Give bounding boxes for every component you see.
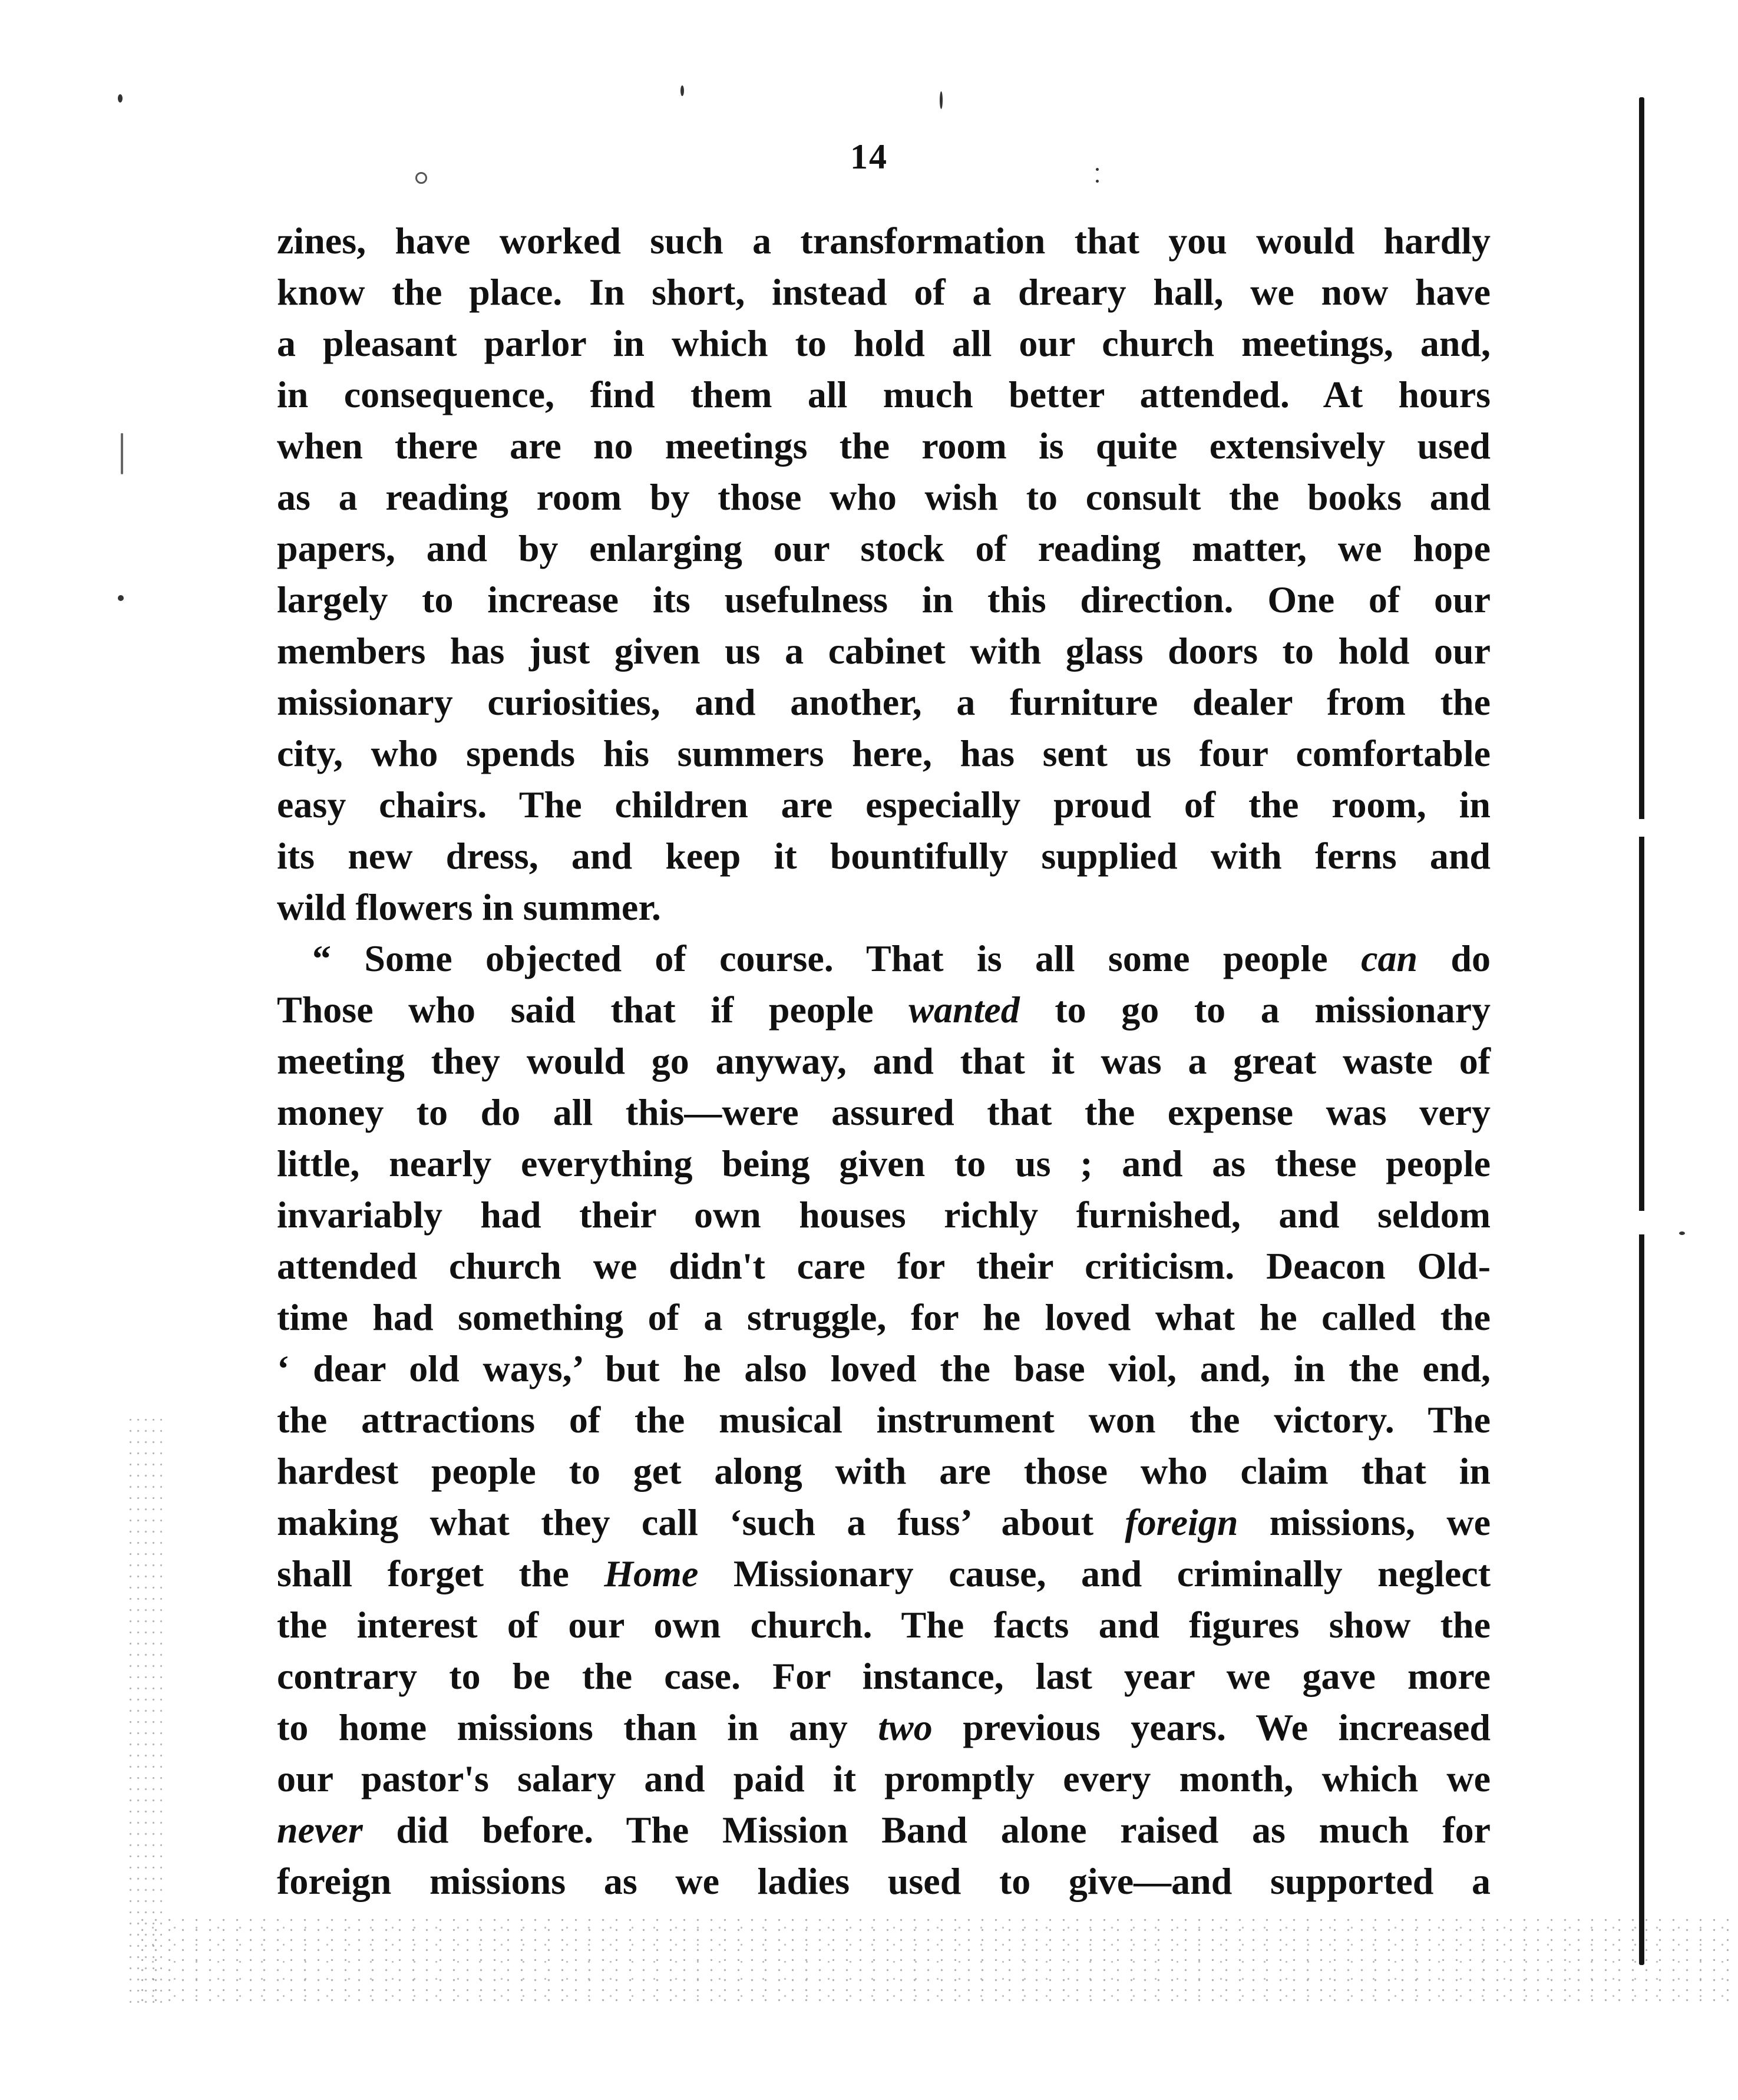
text-line: easy chairs. The children are especially proud of the room, in: [277, 784, 1491, 826]
page-number: 14: [850, 137, 888, 176]
text-line: contrary to be the case. For instance, last year we gave more: [277, 1655, 1491, 1697]
text-run: missions, we: [1238, 1501, 1491, 1543]
text-line: time had something of a struggle, for he loved what he called the: [277, 1296, 1491, 1338]
text-line: zines, have worked such a transformation that you would hardly: [277, 220, 1491, 262]
text-line: [277, 984, 1491, 1035]
text-run: did before. The Mission Band alone raised as much for: [362, 1809, 1491, 1851]
text-line: members has just given us a cabinet with glass doors to hold our: [277, 630, 1491, 672]
scan-speck: [1096, 180, 1099, 183]
text-line: largely to increase its usefulness in this direction. One of our: [277, 579, 1491, 620]
text-line: missionary curiosities, and another, a furniture dealer from the: [277, 681, 1491, 723]
text-run: Missionary cause, and criminally neglect: [698, 1553, 1491, 1594]
italic-word: Home: [604, 1553, 699, 1594]
text-line: the interest of our own church. The facts and figures show the: [277, 1604, 1491, 1646]
text-line: a pleasant parlor in which to hold all our church meetings, and,: [277, 322, 1491, 364]
scan-noise: [127, 1414, 162, 2003]
italic-word: can: [1361, 937, 1418, 979]
text-line: attended church we didn't care for their criticism. Deacon Old-: [277, 1245, 1491, 1287]
scan-speck: [1679, 1231, 1685, 1235]
text-line: [277, 933, 1491, 984]
text-line: in consequence, find them all much better attended. At hours: [277, 374, 1491, 415]
text-line: [277, 1702, 1491, 1753]
scan-noise: [136, 1915, 1738, 2003]
binding-edge-line: [1639, 97, 1644, 1965]
text-line: our pastor's salary and paid it promptly every month, which we: [277, 1758, 1491, 1799]
binding-edge-gap: [1637, 819, 1647, 837]
text-run: “ Some objected of course. That is all some people: [312, 937, 1362, 979]
text-run: shall forget the: [277, 1553, 604, 1594]
italic-word: two: [878, 1706, 933, 1748]
text-line: when there are no meetings the room is quite extensively used: [277, 425, 1491, 467]
text-line: little, nearly everything being given to us ; and as these people: [277, 1143, 1491, 1184]
scan-speck: [121, 433, 123, 474]
scan-speck: [118, 94, 123, 103]
text-line: as a reading room by those who wish to consult the books and: [277, 476, 1491, 518]
text-line: foreign missions as we ladies used to give—and supported a: [277, 1860, 1491, 1902]
italic-word: never: [277, 1809, 363, 1851]
text-line: know the place. In short, instead of a dreary hall, we now have: [277, 271, 1491, 313]
binding-edge-gap: [1637, 1211, 1647, 1234]
scan-speck: [118, 595, 124, 601]
text-line: money to do all this—were assured that the expense was very: [277, 1091, 1491, 1133]
scan-speck: [415, 172, 427, 184]
text-run: Those who said that if people: [277, 989, 909, 1031]
scan-speck: [1096, 168, 1099, 171]
text-line: ‘ dear old ways,’ but he also loved the base viol, and, in the end,: [277, 1348, 1491, 1389]
text-line: [277, 1497, 1491, 1548]
text-line: the attractions of the musical instrument won the victory. The: [277, 1399, 1491, 1441]
scan-speck: [680, 85, 684, 96]
text-run: to go to a missionary: [1019, 989, 1491, 1031]
scan-speck: [940, 91, 943, 109]
text-run: do: [1418, 937, 1491, 979]
text-line: [277, 1804, 1491, 1855]
text-line: hardest people to get along with are those who claim that in: [277, 1450, 1491, 1492]
text-line: wild flowers in summer.: [277, 886, 661, 928]
text-line: meeting they would go anyway, and that it was a great waste of: [277, 1040, 1491, 1082]
text-run: making what they call ‘such a fuss’ about: [277, 1501, 1125, 1543]
italic-word: wanted: [908, 989, 1020, 1031]
body-text: [277, 215, 1491, 1907]
text-line: papers, and by enlarging our stock of reading matter, we hope: [277, 527, 1491, 569]
text-line: [277, 1548, 1491, 1599]
text-run: previous years. We increased: [932, 1706, 1491, 1748]
text-run: to home missions than in any: [277, 1706, 878, 1748]
text-line: city, who spends his summers here, has sent us four comfortable: [277, 732, 1491, 774]
text-line: its new dress, and keep it bountifully supplied with ferns and: [277, 835, 1491, 877]
italic-word: foreign: [1125, 1501, 1238, 1543]
text-line: invariably had their own houses richly furnished, and seldom: [277, 1194, 1491, 1236]
